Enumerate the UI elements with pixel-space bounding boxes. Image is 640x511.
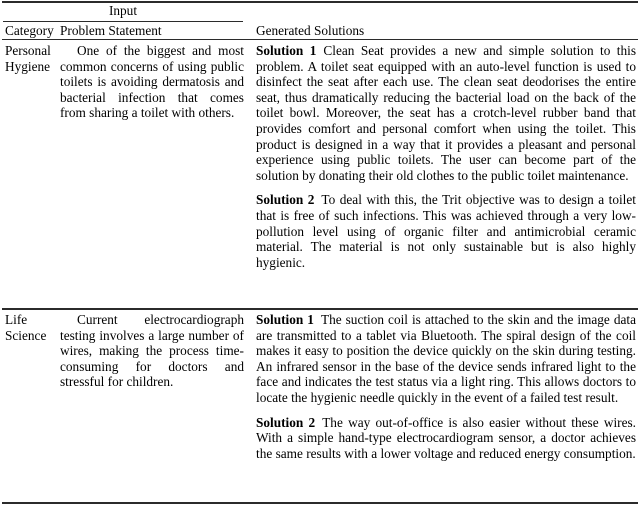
category-line-2: Hygiene [5, 58, 51, 74]
solution-paragraph [256, 415, 636, 462]
category-line-1: Personal [5, 43, 51, 58]
solution-text: To deal with this, the Trit objective was to design a toilet that is free of such infections. This was achieved through a very low-pollution level using of organic filter and antimicrobial ceramic material. The material is not only sustainable but is also highly hygienic. [256, 192, 636, 270]
cell-problem-statement: One of the biggest and most common concerns of using public toilets is avoiding dermatosis and bacterial infection that comes from sharing a toilet with others. [60, 43, 244, 121]
header-bottom-rule [2, 39, 638, 40]
cell-problem-statement: Current electrocardiograph testing involves a large number of wires, making the process time-consuming for doctors and stressful for children. [60, 312, 244, 390]
column-header-problem-statement: Problem Statement [60, 23, 162, 38]
solution-text: Clean Seat provides a new and simple solution to this problem. A toilet seat equipped with an auto-level function is used to disinfect the seat after each use. The clean seat deodorises the entire seat, thus dramatically reducing the bacterial load on the back of the toilet bowl. Moreover, the seat has a crotch-level rubber band that provides comfort and personal comfort when using the toilet. This product is designed in a way that it provides a pleasant and personal experience using public toilets. The user can become part of the solution by donating their old clothes to the public toilet maintenance. [256, 43, 636, 183]
solution-paragraph [256, 192, 636, 270]
solution-label: Solution 2 [256, 414, 316, 430]
row-divider-rule [2, 308, 638, 310]
cell-category [5, 312, 57, 343]
solution-paragraph [256, 43, 636, 183]
solution-label: Solution 1 [256, 43, 317, 58]
table-header-row [0, 22, 640, 39]
cell-category [5, 43, 57, 74]
category-line-1: Life [5, 312, 28, 327]
cell-generated-solutions [256, 43, 636, 270]
solution-text: The way out-of-office is also easier without these wires. With a simple hand-type electrocardiogram sensor, a doctor achieves the same results with a lower voltage and reduced energy consumption. [256, 414, 636, 461]
solution-paragraph [256, 312, 636, 406]
table-bottom-rule [2, 502, 638, 504]
column-group-header-input: Input [108, 3, 138, 18]
cell-generated-solutions [256, 312, 636, 461]
category-line-2: Science [5, 327, 47, 343]
solution-label: Solution 1 [256, 312, 314, 327]
column-header-generated-solutions: Generated Solutions [256, 23, 365, 38]
column-header-category: Category [5, 23, 54, 38]
solution-label: Solution 2 [256, 192, 315, 208]
solution-text: The suction coil is attached to the skin and the image data are transmitted to a tablet via Bluetooth. The spiral design of the coil makes it easy to position the device quickly on the skin during testing. An infrared sensor in the base of the device sends infrared light to the face and indicates the test status via a light ring. This allows doctors to locate the hygienic needle quickly in the event of a failed test result. [256, 312, 636, 405]
